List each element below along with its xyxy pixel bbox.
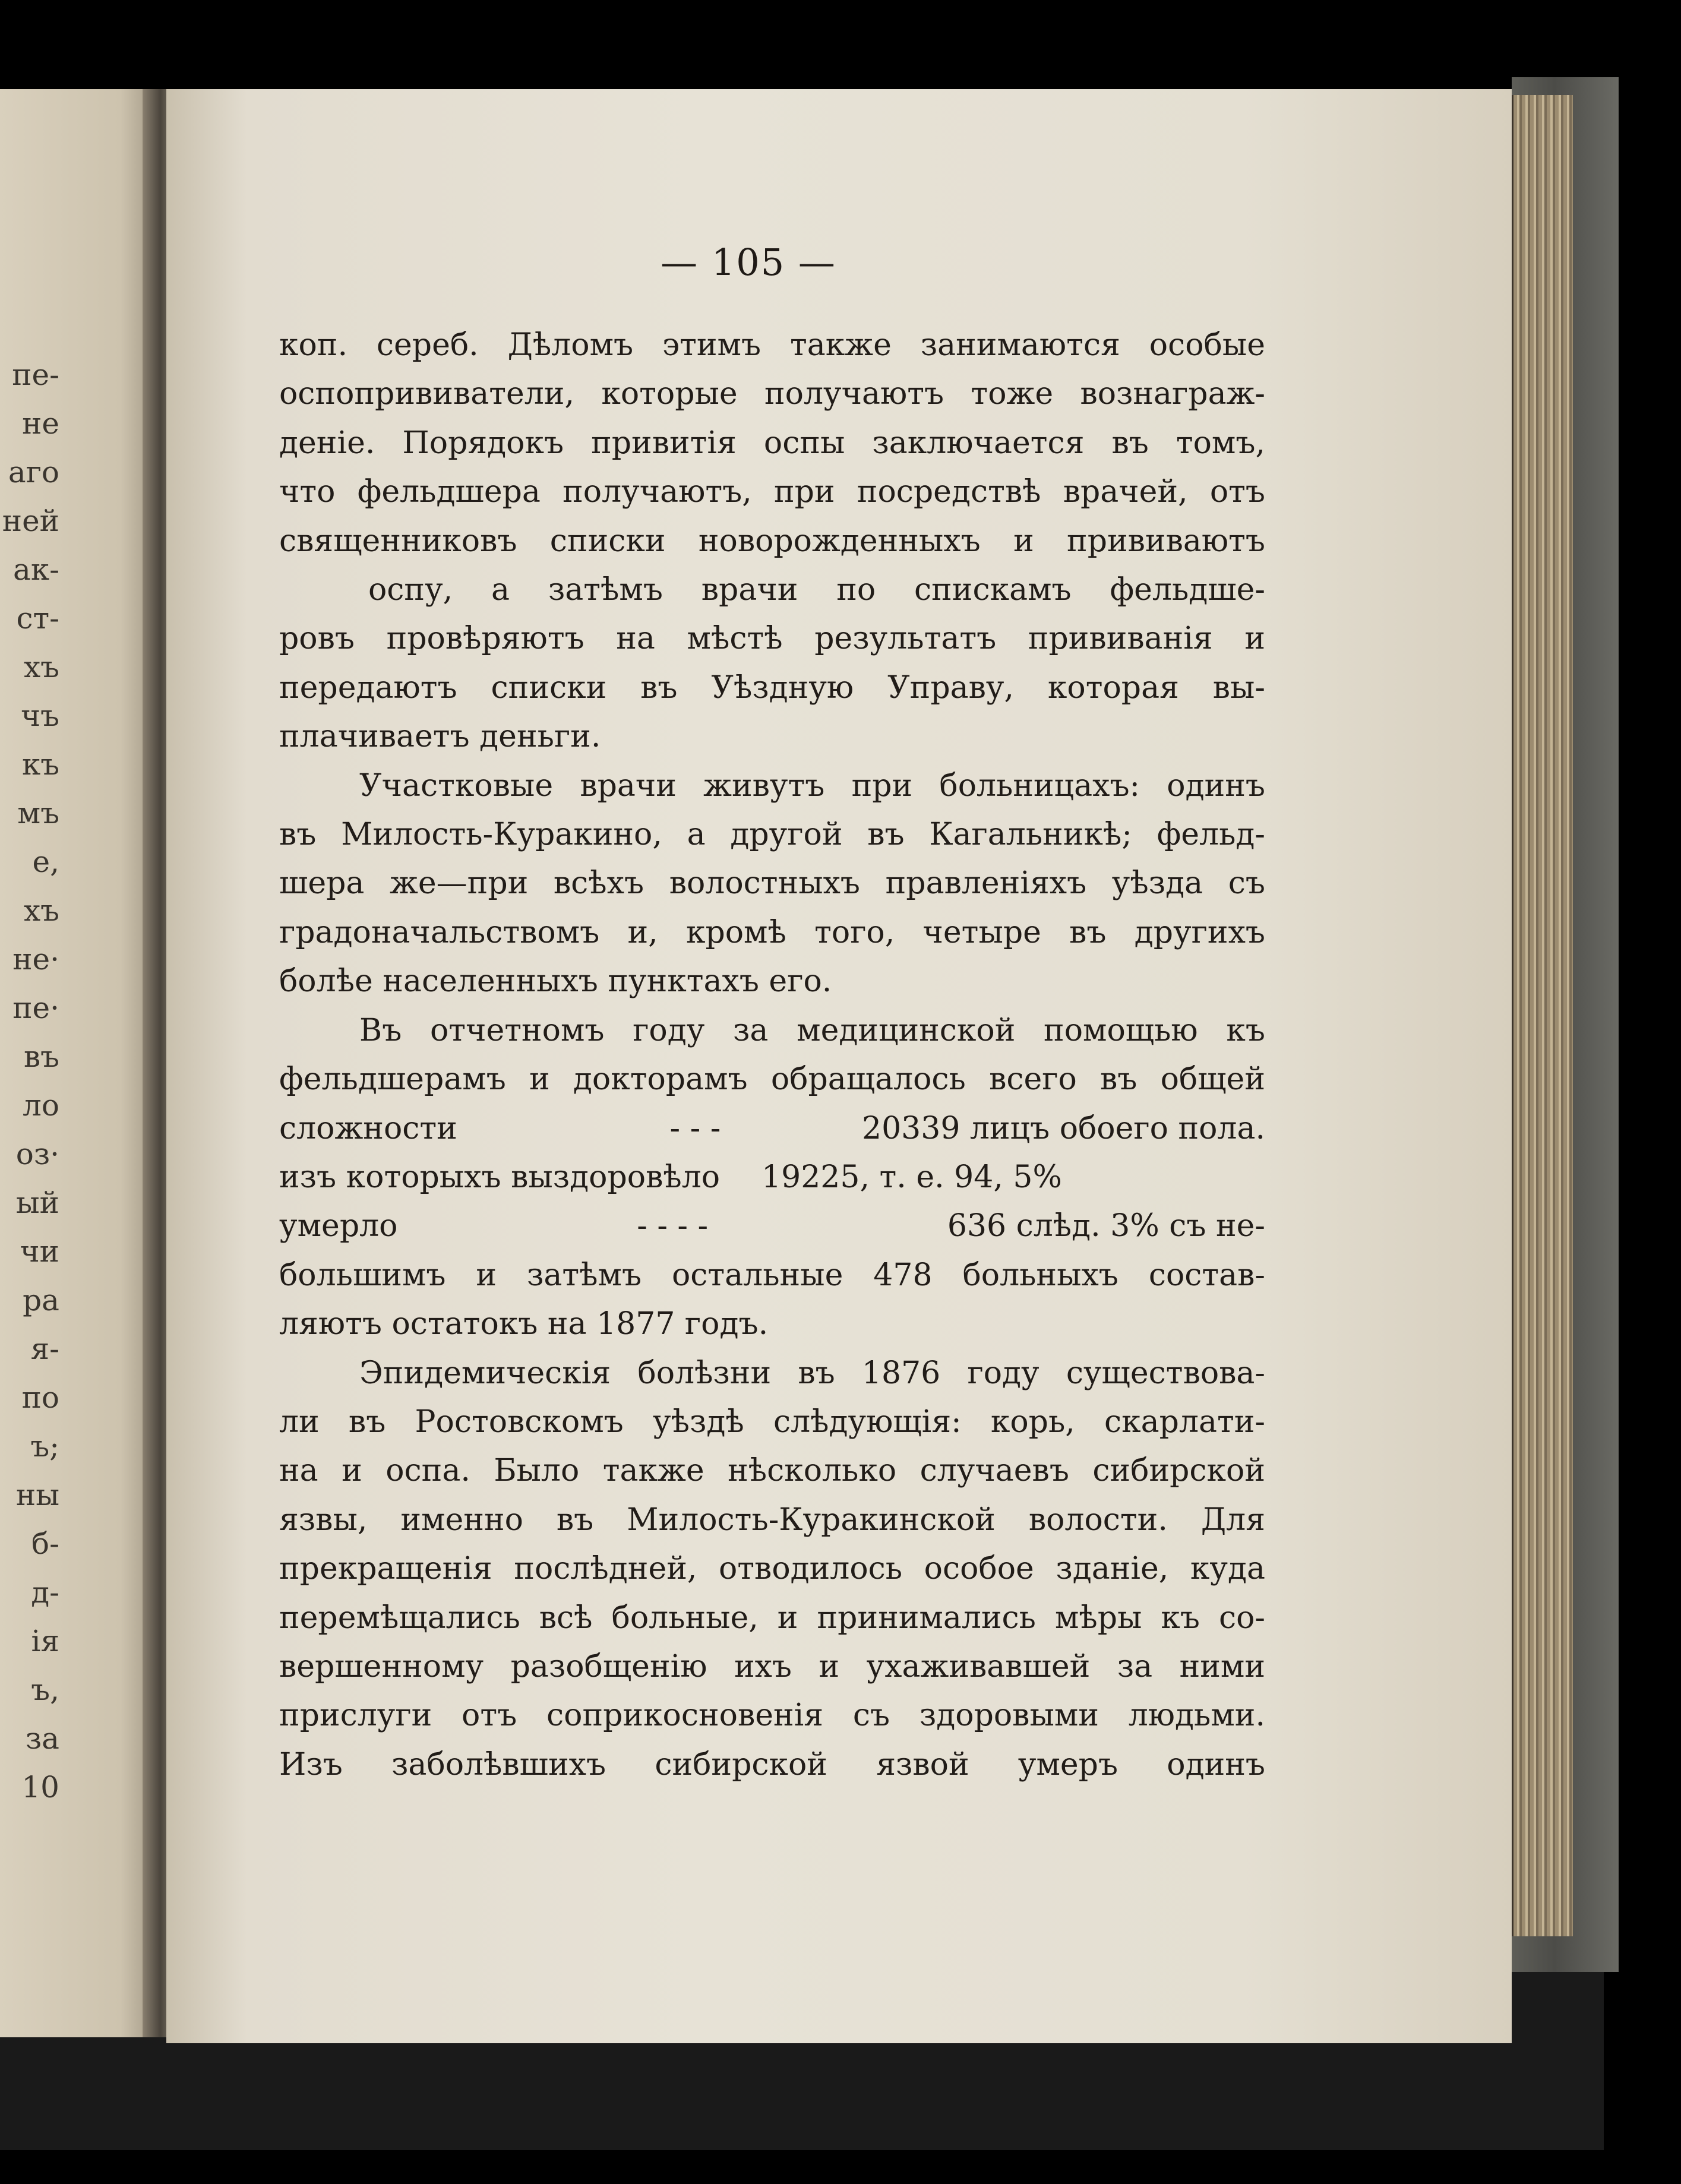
stats-row-1 (279, 1104, 1265, 1153)
left-page-fragment: ней (2, 504, 59, 538)
stats-row-3-dashes: - - - - (637, 1208, 709, 1244)
text-line: прислуги отъ соприкосновенія съ здоровыми людьми. (279, 1698, 1265, 1734)
text-line: на и оспа. Было также нѣсколько случаевъ сибирской (279, 1453, 1265, 1489)
stats-row-1-dashes: - - - (669, 1110, 721, 1146)
left-page-fragment: ъ, (31, 1673, 59, 1707)
page-number: — 105 — (661, 241, 836, 284)
left-page-fragment: ый (15, 1186, 59, 1220)
text-line: въ Милость-Куракино, а другой въ Кагальникѣ; фельд- (279, 817, 1265, 853)
text-line: градоначальствомъ и, кромѣ того, четыре въ другихъ (279, 914, 1265, 950)
left-page-fragment: чъ (21, 698, 59, 733)
page-edges (1512, 95, 1573, 1936)
text-line: ли въ Ростовскомъ уѣздѣ слѣдующія: корь, скарлати- (279, 1404, 1265, 1440)
left-page-fragment: хъ (23, 893, 59, 928)
text-line: язвы, именно въ Милость-Куракинской волости. Для (279, 1502, 1265, 1538)
left-page-fragment: мъ (17, 796, 59, 830)
left-page-fragment: ло (23, 1088, 59, 1123)
text-line: перемѣщались всѣ больные, и принимались мѣры къ со- (279, 1600, 1265, 1636)
left-page-fragments (0, 350, 59, 1812)
text-line: Изъ заболѣвшихъ сибирской язвой умеръ одинъ (279, 1746, 1265, 1782)
text-line: вершенному разобщенію ихъ и ухаживавшей за ними (279, 1648, 1265, 1684)
left-page-fragment: б- (31, 1526, 59, 1561)
paragraph-epidemics (279, 1349, 1265, 1790)
text-line: прекращенія послѣдней, отводилось особое зданіе, куда (279, 1551, 1265, 1587)
left-page-fragment: ны (15, 1478, 59, 1512)
page-body (279, 321, 1265, 1789)
text-line: Участковые врачи живутъ при больницахъ: одинъ (359, 767, 1265, 804)
paragraph (279, 321, 1265, 761)
text-line: плачиваетъ деньги. (279, 719, 601, 755)
stats-row-2-label: изъ которыхъ выздоровѣло (279, 1159, 721, 1195)
left-page-fragment: не (22, 406, 59, 441)
stats-row-3 (279, 1202, 1265, 1250)
left-page-fragment: къ (21, 747, 59, 782)
left-page-fragment: за (25, 1721, 59, 1756)
left-page-fragment: 10 (21, 1770, 59, 1804)
text-line: шера же—при всѣхъ волостныхъ правленіяхъ уѣзда съ (279, 865, 1265, 902)
stats-row-1-value: 20339 лицъ обоего пола. (862, 1110, 1265, 1146)
left-page-fragment: аго (8, 455, 59, 489)
left-page-fragment: въ (24, 1039, 59, 1074)
stats-row-1-label: сложности (279, 1110, 457, 1146)
left-page-fragment: д- (31, 1575, 59, 1610)
left-page-fragment: хъ (23, 650, 59, 684)
text-line: деніе. Порядокъ привитія оспы заключается въ томъ, (279, 425, 1265, 461)
left-page-fragment: чи (20, 1234, 59, 1269)
paragraph (279, 1006, 1265, 1104)
stats-row-2 (279, 1153, 1265, 1202)
stats-row-3-label: умерло (279, 1208, 398, 1244)
left-page-fragment: пе· (12, 991, 59, 1025)
left-page-fragment: я- (30, 1332, 59, 1366)
stats-row-5-text: ляютъ остатокъ на 1877 годъ. (279, 1306, 769, 1342)
left-page-fragment: не· (12, 942, 59, 976)
stats-row-3-value: 636 слѣд. 3% съ не- (947, 1208, 1265, 1244)
left-page-fragment: е, (32, 845, 59, 879)
text-line: болѣе населенныхъ пунктахъ его. (279, 963, 832, 1000)
paragraph (279, 761, 1265, 1006)
stats-row-5 (279, 1300, 1265, 1348)
text-line: Эпидемическія болѣзни въ 1876 году существова- (359, 1355, 1265, 1391)
left-page-fragment: по (21, 1380, 59, 1415)
text-line: ровъ провѣряютъ на мѣстѣ результатъ прививанія и (279, 621, 1265, 657)
text-line: фельдшерамъ и докторамъ обращалось всего въ общей (279, 1061, 1265, 1098)
text-line: оспу, а затѣмъ врачи по спискамъ фельдше- (368, 572, 1265, 608)
left-page-fragment: ак- (13, 552, 59, 587)
text-line: священниковъ списки новорожденныхъ и прививаютъ (279, 523, 1265, 559)
stats-row-2-value: 19225, т. е. 94, 5% (761, 1159, 1062, 1195)
stats-row-4 (279, 1251, 1265, 1300)
text-line: что фельдшера получаютъ, при посредствѣ врачей, отъ (279, 474, 1265, 510)
left-page-fragment: ра (23, 1283, 59, 1317)
left-page-fragment: ст- (16, 601, 59, 636)
left-page-fragment: ъ; (30, 1429, 59, 1464)
stats-row-4-text: большимъ и затѣмъ остальные 478 больныхъ состав- (279, 1257, 1265, 1293)
left-page-fragment: ія (31, 1624, 59, 1658)
text-line: передаютъ списки въ Уѣздную Управу, которая вы- (279, 669, 1265, 706)
paragraph-group (279, 321, 1265, 1104)
text-line: Въ отчетномъ году за медицинской помощью къ (359, 1012, 1265, 1048)
text-line: коп. сереб. Дѣломъ этимъ также занимаются особые (279, 327, 1265, 363)
text-line: оспопрививатели, которые получаютъ тоже вознаграж- (279, 376, 1265, 412)
left-page-fragment: пе- (12, 358, 59, 392)
left-page-fragment: оз· (15, 1137, 59, 1171)
